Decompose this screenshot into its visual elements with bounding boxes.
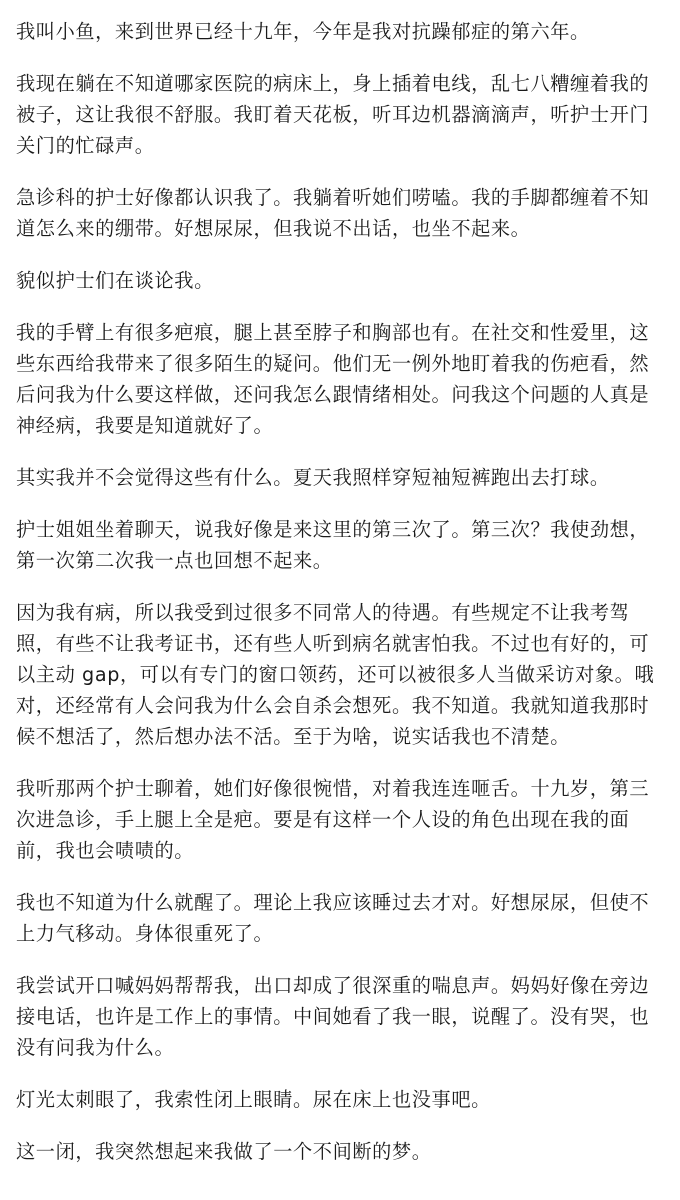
paragraph-8: 因为我有病，所以我受到过很多不同常人的待遇。有些规定不让我考驾照，有些不让我考证书，还有些人听到病名就害怕我。不过也有好的，可以主动 gap，可以有专门的窗口领药，还可以被很多人当做采访对象。哦对，还经常有人会问我为什么会自杀会想死。我不知道。我就知道我那时候不想活了，然后想办法不活。至于为啥，说实话我也不清楚。 [16,601,655,748]
paragraph-4: 貌似护士们在谈论我。 [16,269,214,292]
paragraph-1: 我叫小鱼，来到世界已经十九年，今年是我对抗躁郁症的第六年。 [16,20,590,43]
paragraph-12: 灯光太刺眼了，我索性闭上眼睛。尿在床上也没事吧。 [16,1088,491,1111]
paragraph-6: 其实我并不会觉得这些有什么。夏天我照样穿短袖短裤跑出去打球。 [16,466,610,489]
paragraph-9: 我听那两个护士聊着，她们好像很惋惜，对着我连连咂舌。十九岁，第三次进急诊，手上腿上全是疤。要是有这样一个人设的角色出现在我的面前，我也会啧啧的。 [16,777,650,862]
paragraph-7: 护士姐姐坐着聊天，说我好像是来这里的第三次了。第三次？我使劲想，第一次第二次我一点也回想不起来。 [16,518,650,572]
paragraph-3: 急诊科的护士好像都认识我了。我躺着听她们唠嗑。我的手脚都缠着不知道怎么来的绷带。好想尿尿，但我说不出话，也坐不起来。 [16,186,650,240]
paragraph-11: 我尝试开口喊妈妈帮帮我，出口却成了很深重的喘息声。妈妈好像在旁边接电话，也许是工作上的事情。中间她看了我一眼，说醒了。没有哭，也没有问我为什么。 [16,974,650,1059]
paragraph-5: 我的手臂上有很多疤痕，腿上甚至脖子和胸部也有。在社交和性爱里，这些东西给我带来了很多陌生的疑问。他们无一例外地盯着我的伤疤看，然后问我为什么要这样做，还问我怎么跟情绪相处。问我这个问题的人真是神经病，我要是知道就好了。 [16,321,650,437]
paragraph-2: 我现在躺在不知道哪家医院的病床上，身上插着电线，乱七八糟缠着我的被子，这让我很不舒服。我盯着天花板，听耳边机器滴滴声，听护士开门关门的忙碌声。 [16,72,650,157]
paragraph-10: 我也不知道为什么就醒了。理论上我应该睡过去才对。好想尿尿，但使不上力气移动。身体很重死了。 [16,891,650,945]
paragraph-13: 这一闭，我突然想起来我做了一个不间断的梦。 [16,1140,432,1163]
